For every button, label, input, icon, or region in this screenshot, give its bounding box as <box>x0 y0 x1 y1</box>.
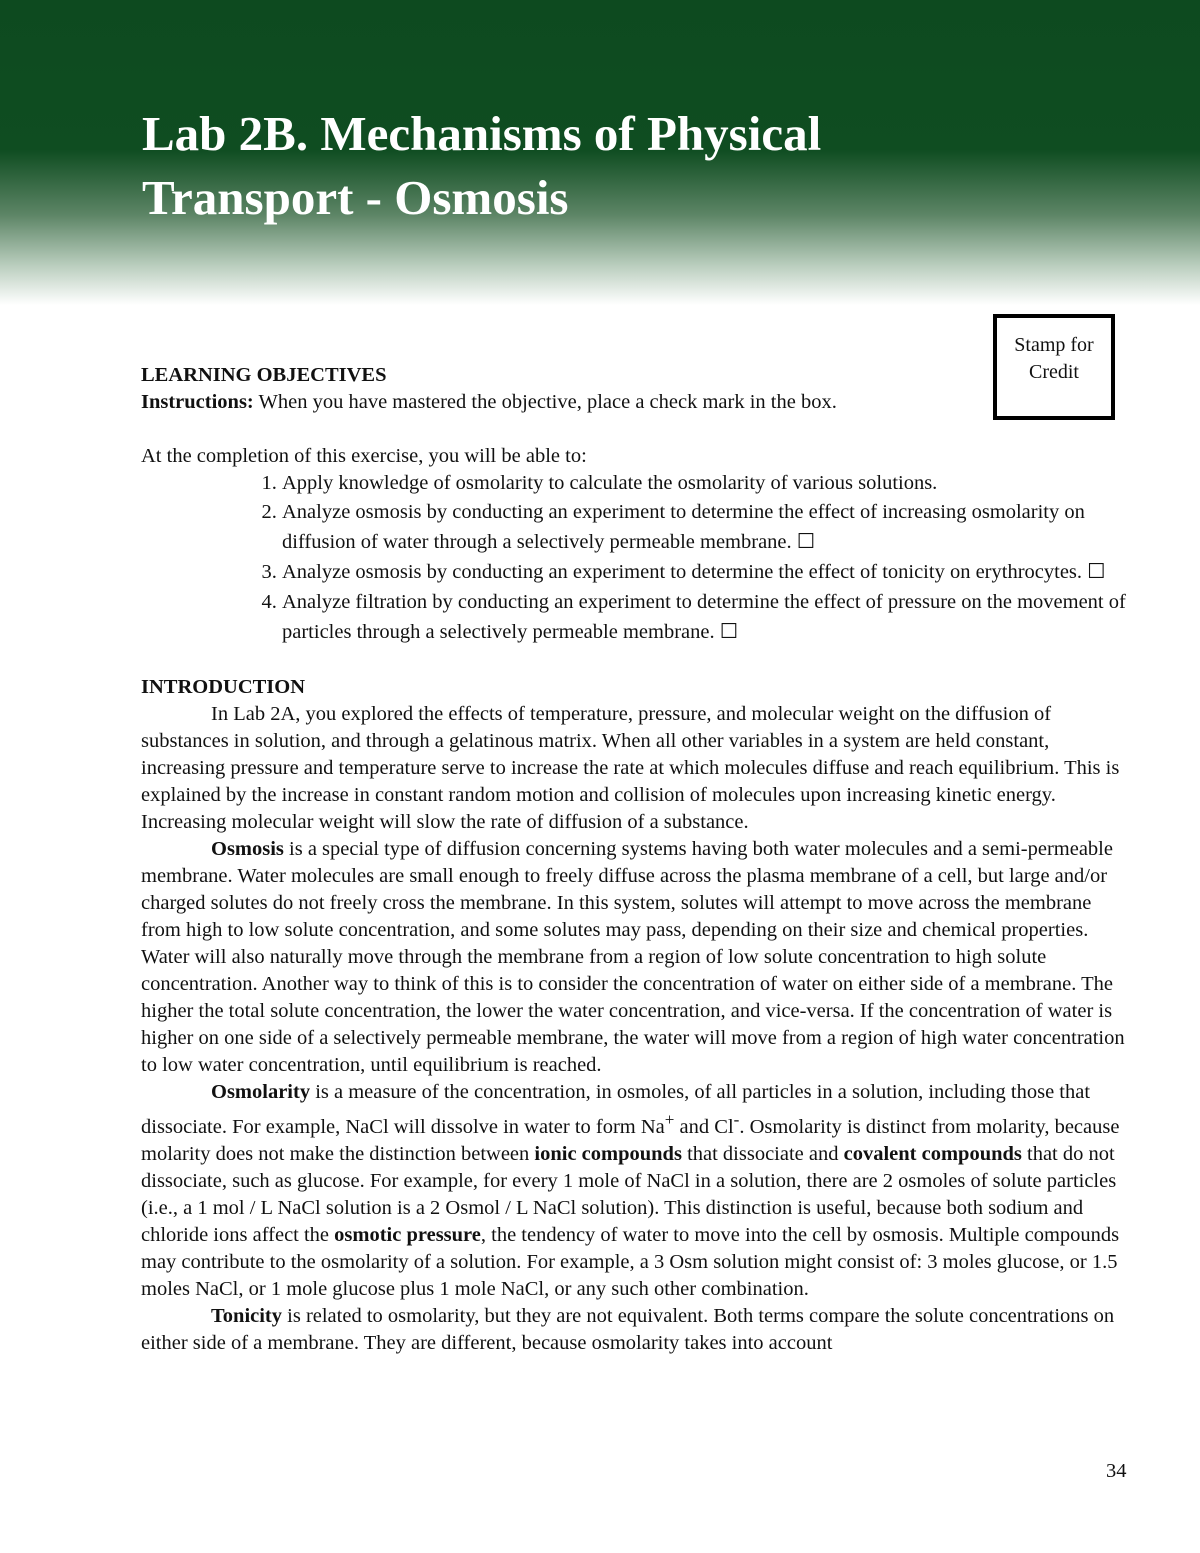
intro-paragraph-3: Osmolarity is a measure of the concentration, in osmoles, of all particles in a solution, including those that dissociate. For example, NaCl will dissolve in water to form Na+ and Cl-. Osmolarity is distinct from molarity, because molarity does not make the distinction between ionic compounds that dissociate and covalent compounds that do not dissociate, such as glucose. For example, for every 1 mole of NaCl in a solution, there are 2 osmoles of solute particles (i.e., a 1 mol / L NaCl solution is a 2 Osmol / L NaCl solution). This distinction is useful, because both sodium and chloride ions affect the osmotic pressure, the tendency of water to move into the cell by osmosis. Multiple compounds may contribute to the osmolarity of a solution. For example, a 3 Osm solution might consist of: 3 moles glucose, or 1.5 moles NaCl, or 1 mole glucose plus 1 mole NaCl, or any such other combination. <box>141 1081 1120 1300</box>
page-title <box>142 102 821 230</box>
intro-paragraph-2: Osmosis is a special type of diffusion concerning systems having both water molecules and a semi-permeable membrane. Water molecules are small enough to freely diffuse across the plasma membrane of a cell, but large and/or charged solutes do not freely cross the membrane. In this system, solutes will attempt to move across the membrane from high to low solute concentration, and some solutes may pass, depending on their size and chemical properties. Water will also naturally move through the membrane from a region of low solute concentration to high solute concentration. Another way to think of this is to consider the concentration of water on either side of a membrane. The higher the total solute concentration, the lower the water concentration, and vice-versa. If the concentration of water is higher on one side of a selectively permeable membrane, the water will move from a region of high water concentration to low water concentration, until equilibrium is reached. <box>141 838 1125 1076</box>
objectives-heading: LEARNING OBJECTIVES <box>141 364 387 386</box>
term-ionic-compounds: ionic compounds <box>534 1142 682 1165</box>
term-tonicity: Tonicity <box>211 1304 283 1327</box>
term-covalent-compounds: covalent compounds <box>843 1142 1022 1165</box>
objectives-list <box>141 470 1131 647</box>
term-osmosis: Osmosis <box>211 838 284 860</box>
term-osmotic-pressure: osmotic pressure <box>334 1223 481 1246</box>
header-banner <box>0 0 1200 310</box>
objectives-lead: At the completion of this exercise, you will be able to: <box>141 445 587 467</box>
intro-heading: INTRODUCTION <box>141 676 306 698</box>
objective-item: 1. Apply knowledge of osmolarity to calculate the osmolarity of various solutions. <box>282 470 1131 497</box>
stamp-line-1: Stamp for <box>1014 334 1094 356</box>
title-line-1: Lab 2B. Mechanisms of Physical <box>142 106 822 161</box>
document-body <box>141 362 1131 1357</box>
page-number: 34 <box>1106 1460 1127 1482</box>
intro-paragraph-4: Tonicity is related to osmolarity, but they are not equivalent. Both terms compare the solute concentrations on either side of a membrane. They are different, because osmolarity takes into account <box>141 1304 1115 1354</box>
instructions-text: When you have mastered the objective, place a check mark in the box. <box>253 391 837 413</box>
objective-item: 3. Analyze osmosis by conducting an experiment to determine the effect of tonicity on erythrocytes. ☐ <box>282 557 1131 587</box>
objective-item: 4. Analyze filtration by conducting an experiment to determine the effect of pressure on the movement of particles through a selectively permeable membrane. ☐ <box>282 587 1131 647</box>
title-line-2: Transport - Osmosis <box>142 170 569 225</box>
intro-paragraph-1: In Lab 2A, you explored the effects of temperature, pressure, and molecular weight on the diffusion of substances in solution, and through a gelatinous matrix. When all other variables in a system are held constant, increasing pressure and temperature serve to increase the rate at which molecules diffuse and reach equilibrium. This is explained by the increase in constant random motion and collision of molecules upon increasing kinetic energy. Increasing molecular weight will slow the rate of diffusion of a substance. <box>141 703 1120 833</box>
term-osmolarity: Osmolarity <box>211 1081 311 1103</box>
instructions <box>141 389 1131 416</box>
objective-item: 2. Analyze osmosis by conducting an experiment to determine the effect of increasing osmolarity on diffusion of water through a selectively permeable membrane. ☐ <box>282 497 1131 557</box>
stamp-line-2: Credit <box>1029 361 1079 383</box>
instructions-label: Instructions: <box>141 391 254 413</box>
